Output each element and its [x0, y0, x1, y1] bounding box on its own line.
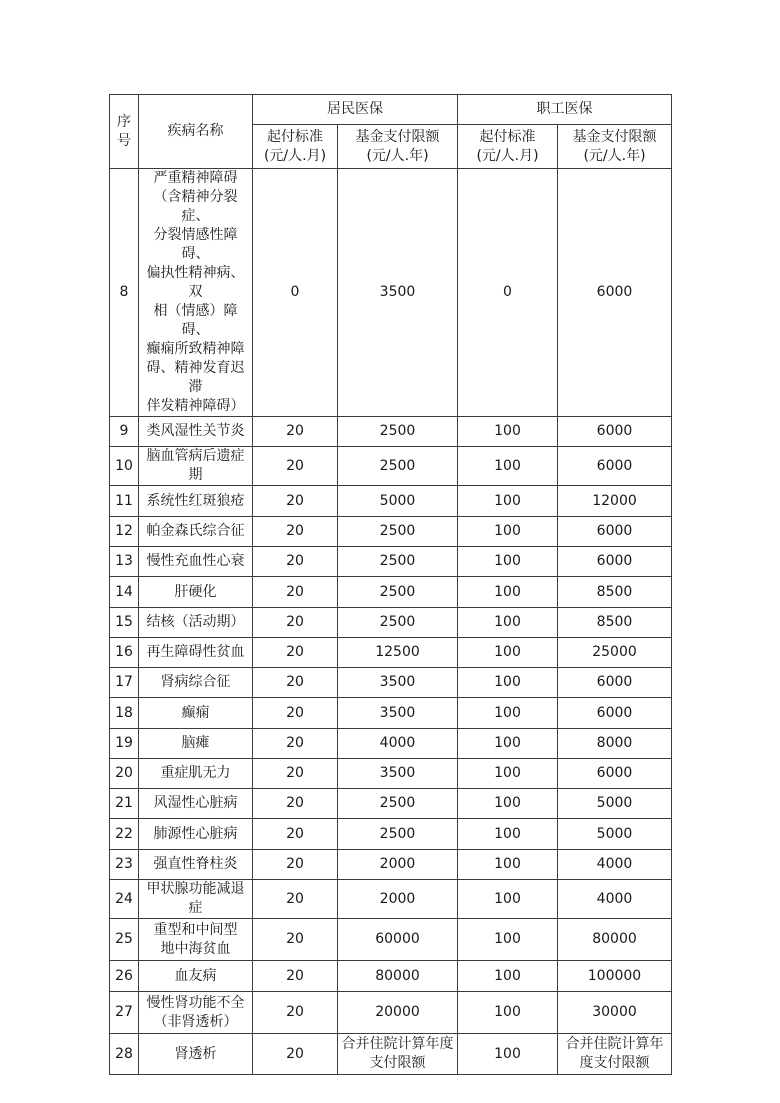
cell-index: 23	[110, 850, 139, 880]
cell-employee-limit: 80000	[558, 919, 672, 961]
header-employee-threshold: 起付标准 (元/人.月)	[458, 125, 558, 169]
cell-disease-name: 重型和中间型 地中海贫血	[139, 919, 253, 961]
cell-employee-limit: 6000	[558, 169, 672, 417]
cell-disease-name: 血友病	[139, 961, 253, 992]
table-row	[110, 417, 672, 447]
cell-resident-threshold: 20	[253, 1034, 338, 1075]
cell-disease-name: 风湿性心脏病	[139, 789, 253, 819]
table-body	[110, 169, 672, 1075]
table-row	[110, 1034, 672, 1075]
cell-resident-limit: 2500	[338, 547, 458, 577]
cell-disease-name: 脑瘫	[139, 729, 253, 759]
table-row	[110, 819, 672, 850]
cell-resident-threshold: 20	[253, 698, 338, 729]
cell-index: 14	[110, 577, 139, 608]
cell-employee-threshold: 100	[458, 638, 558, 668]
table-row	[110, 547, 672, 577]
cell-resident-limit: 3500	[338, 759, 458, 789]
cell-resident-threshold: 20	[253, 819, 338, 850]
table-row	[110, 992, 672, 1034]
cell-resident-limit: 4000	[338, 729, 458, 759]
cell-resident-threshold: 20	[253, 961, 338, 992]
cell-resident-limit: 5000	[338, 486, 458, 517]
cell-employee-threshold: 100	[458, 417, 558, 447]
cell-disease-name: 结核（活动期）	[139, 608, 253, 638]
cell-resident-limit: 2000	[338, 850, 458, 880]
cell-employee-threshold: 100	[458, 819, 558, 850]
cell-resident-threshold: 20	[253, 850, 338, 880]
table-row	[110, 729, 672, 759]
cell-disease-name: 帕金森氏综合征	[139, 517, 253, 547]
cell-employee-threshold: 0	[458, 169, 558, 417]
cell-employee-limit: 8000	[558, 729, 672, 759]
cell-disease-name: 脑血管病后遗症期	[139, 447, 253, 486]
table-row	[110, 169, 672, 417]
cell-employee-threshold: 100	[458, 729, 558, 759]
table-row	[110, 447, 672, 486]
cell-resident-limit: 2500	[338, 517, 458, 547]
cell-resident-threshold: 20	[253, 417, 338, 447]
cell-employee-limit: 6000	[558, 547, 672, 577]
cell-index: 8	[110, 169, 139, 417]
header-resident-insurance: 居民医保	[253, 95, 458, 125]
cell-index: 13	[110, 547, 139, 577]
cell-index: 22	[110, 819, 139, 850]
cell-employee-threshold: 100	[458, 789, 558, 819]
cell-index: 10	[110, 447, 139, 486]
table-row	[110, 638, 672, 668]
header-resident-threshold: 起付标准 (元/人.月)	[253, 125, 338, 169]
medical-insurance-table	[109, 94, 672, 1075]
table-row	[110, 759, 672, 789]
table-row	[110, 850, 672, 880]
cell-disease-name: 癫痫	[139, 698, 253, 729]
cell-employee-threshold: 100	[458, 577, 558, 608]
cell-resident-limit: 2000	[338, 880, 458, 919]
table-row	[110, 880, 672, 919]
cell-employee-limit: 6000	[558, 417, 672, 447]
cell-employee-threshold: 100	[458, 547, 558, 577]
header-employee-insurance: 职工医保	[458, 95, 672, 125]
cell-disease-name: 类风湿性关节炎	[139, 417, 253, 447]
cell-index: 27	[110, 992, 139, 1034]
cell-employee-threshold: 100	[458, 668, 558, 698]
cell-employee-threshold: 100	[458, 447, 558, 486]
cell-disease-name: 系统性红斑狼疮	[139, 486, 253, 517]
cell-disease-name: 甲状腺功能减退症	[139, 880, 253, 919]
header-employee-limit: 基金支付限额 (元/人.年)	[558, 125, 672, 169]
cell-index: 19	[110, 729, 139, 759]
cell-resident-threshold: 20	[253, 638, 338, 668]
cell-disease-name: 重症肌无力	[139, 759, 253, 789]
cell-resident-limit: 3500	[338, 668, 458, 698]
cell-disease-name: 肝硬化	[139, 577, 253, 608]
cell-disease-name: 强直性脊柱炎	[139, 850, 253, 880]
cell-resident-threshold: 20	[253, 759, 338, 789]
cell-disease-name: 肺源性心脏病	[139, 819, 253, 850]
cell-resident-threshold: 20	[253, 729, 338, 759]
cell-employee-threshold: 100	[458, 486, 558, 517]
cell-index: 26	[110, 961, 139, 992]
cell-index: 24	[110, 880, 139, 919]
cell-resident-limit: 3500	[338, 698, 458, 729]
table-row	[110, 668, 672, 698]
cell-disease-name: 慢性肾功能不全 （非肾透析）	[139, 992, 253, 1034]
cell-resident-limit: 80000	[338, 961, 458, 992]
cell-resident-limit: 12500	[338, 638, 458, 668]
table-row	[110, 517, 672, 547]
cell-resident-threshold: 20	[253, 486, 338, 517]
cell-index: 25	[110, 919, 139, 961]
cell-employee-limit: 12000	[558, 486, 672, 517]
cell-resident-threshold: 20	[253, 547, 338, 577]
cell-resident-limit: 2500	[338, 577, 458, 608]
cell-resident-limit: 2500	[338, 417, 458, 447]
cell-employee-limit: 4000	[558, 880, 672, 919]
cell-index: 20	[110, 759, 139, 789]
cell-resident-threshold: 20	[253, 668, 338, 698]
cell-employee-threshold: 100	[458, 759, 558, 789]
cell-resident-limit: 2500	[338, 447, 458, 486]
cell-employee-threshold: 100	[458, 961, 558, 992]
cell-index: 18	[110, 698, 139, 729]
cell-index: 9	[110, 417, 139, 447]
cell-resident-threshold: 20	[253, 880, 338, 919]
cell-employee-threshold: 100	[458, 608, 558, 638]
cell-employee-limit: 6000	[558, 759, 672, 789]
cell-resident-threshold: 20	[253, 608, 338, 638]
table-row	[110, 608, 672, 638]
cell-employee-limit: 8500	[558, 577, 672, 608]
cell-employee-threshold: 100	[458, 517, 558, 547]
cell-employee-limit: 6000	[558, 447, 672, 486]
cell-resident-threshold: 20	[253, 919, 338, 961]
cell-index: 15	[110, 608, 139, 638]
cell-index: 12	[110, 517, 139, 547]
cell-index: 17	[110, 668, 139, 698]
cell-resident-limit: 20000	[338, 992, 458, 1034]
cell-employee-threshold: 100	[458, 698, 558, 729]
cell-employee-limit: 4000	[558, 850, 672, 880]
cell-disease-name: 严重精神障碍 （含精神分裂症、 分裂情感性障碍、 偏执性精神病、双 相（情感）障碍、 癫痫所致精神障 碍、精神发育迟滞 伴发精神障碍）	[139, 169, 253, 417]
cell-employee-limit: 8500	[558, 608, 672, 638]
cell-resident-threshold: 20	[253, 577, 338, 608]
cell-disease-name: 慢性充血性心衰	[139, 547, 253, 577]
cell-index: 21	[110, 789, 139, 819]
cell-employee-limit: 5000	[558, 789, 672, 819]
cell-employee-limit: 合并住院计算年 度支付限额	[558, 1034, 672, 1075]
table-row	[110, 961, 672, 992]
cell-employee-limit: 25000	[558, 638, 672, 668]
table-row	[110, 698, 672, 729]
cell-resident-limit: 2500	[338, 608, 458, 638]
cell-index: 11	[110, 486, 139, 517]
table-row	[110, 919, 672, 961]
cell-employee-threshold: 100	[458, 880, 558, 919]
cell-employee-threshold: 100	[458, 919, 558, 961]
cell-resident-limit: 2500	[338, 789, 458, 819]
cell-resident-limit: 合并住院计算年度 支付限额	[338, 1034, 458, 1075]
cell-employee-limit: 6000	[558, 668, 672, 698]
cell-index: 28	[110, 1034, 139, 1075]
table-row	[110, 577, 672, 608]
cell-resident-limit: 3500	[338, 169, 458, 417]
cell-disease-name: 肾病综合征	[139, 668, 253, 698]
cell-employee-limit: 30000	[558, 992, 672, 1034]
cell-employee-threshold: 100	[458, 1034, 558, 1075]
cell-disease-name: 肾透析	[139, 1034, 253, 1075]
cell-employee-threshold: 100	[458, 992, 558, 1034]
cell-employee-limit: 5000	[558, 819, 672, 850]
header-resident-limit: 基金支付限额 (元/人.年)	[338, 125, 458, 169]
header-disease-name: 疾病名称	[139, 95, 253, 169]
cell-employee-limit: 100000	[558, 961, 672, 992]
cell-resident-limit: 60000	[338, 919, 458, 961]
cell-resident-threshold: 0	[253, 169, 338, 417]
cell-resident-threshold: 20	[253, 789, 338, 819]
cell-resident-threshold: 20	[253, 517, 338, 547]
header-index: 序号	[110, 95, 139, 169]
cell-employee-limit: 6000	[558, 517, 672, 547]
cell-employee-limit: 6000	[558, 698, 672, 729]
cell-index: 16	[110, 638, 139, 668]
cell-resident-threshold: 20	[253, 447, 338, 486]
cell-disease-name: 再生障碍性贫血	[139, 638, 253, 668]
table-row	[110, 789, 672, 819]
cell-employee-threshold: 100	[458, 850, 558, 880]
cell-resident-threshold: 20	[253, 992, 338, 1034]
table-row	[110, 486, 672, 517]
cell-resident-limit: 2500	[338, 819, 458, 850]
